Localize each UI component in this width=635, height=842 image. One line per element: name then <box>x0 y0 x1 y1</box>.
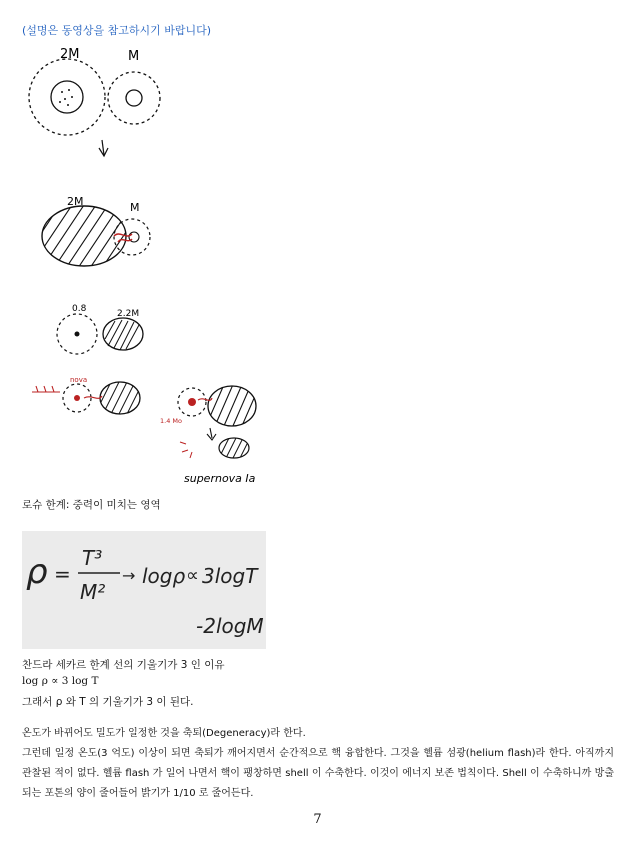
page-number: 7 <box>313 812 322 827</box>
star-m-top <box>126 90 142 106</box>
eq-prop: ∝ <box>186 565 199 586</box>
star-2m-top <box>51 81 83 113</box>
log-relation-line: log ρ ∝ 3 log T <box>22 675 99 687</box>
white-dwarf-14mo-red <box>188 398 196 406</box>
degeneracy-paragraph: 온도가 바뀌어도 밀도가 일정한 것을 축퇴(Degeneracy)라 한다. <box>22 728 306 739</box>
roche-lobe-m-top <box>108 72 160 124</box>
label-m-top: M <box>128 49 140 64</box>
nova-core-red <box>74 395 80 401</box>
label-08: 0.8 <box>72 304 87 314</box>
star-nova-companion <box>100 382 140 414</box>
eq-m2: M² <box>80 580 106 604</box>
whiteboard-equation-photo <box>22 531 266 649</box>
nova-burst-red <box>32 386 60 392</box>
helium-flash-paragraph: 그런데 일정 온도(3 억도) 이상이 되면 축퇴가 깨어지면서 순간적으로 핵 융합한다. 그것을 헬륨 섬광(helium flash)라 한다. 아직까지 관찰된 적이 없다. 헬륨 flash 가 일어 나면서 핵이 팽창하면 shell 이 수축한다. 이것이 에너지 보존 법칙이다. Shell 이 수축하니까 방출되는 포톤의 양이 줄어들어 밝기가 1/10 로 줄어든다. <box>22 748 614 799</box>
hatch-surviving-star <box>218 436 251 460</box>
nova-transfer-red <box>84 396 102 398</box>
eq-log-rho: logρ <box>142 564 186 588</box>
label-14mo: 1.4 Mo <box>160 417 182 425</box>
explosion-lines-red <box>180 442 192 458</box>
eq-rho: ρ <box>26 552 48 592</box>
roche-limit-caption: 로슈 한계: 중력이 미치는 영역 <box>22 499 161 511</box>
binary-star-sketch <box>22 40 282 490</box>
label-supernova: supernova Ia <box>184 472 256 485</box>
arrow-shaft-2 <box>210 428 212 438</box>
video-reference-note: (설명은 동영상을 참고하시기 바랍니다) <box>22 24 212 37</box>
white-dwarf-08 <box>75 332 80 337</box>
eq-t3: T³ <box>82 546 103 570</box>
label-nova: nova <box>70 376 88 384</box>
eq-equals: = <box>54 562 71 586</box>
label-22m: 2.2M <box>117 309 140 319</box>
handwritten-equation <box>22 531 266 649</box>
eq-minus-2logm: -2logM <box>196 614 264 638</box>
label-2m-mid: 2M <box>67 195 84 208</box>
chandrasekhar-line: 찬드라 세카르 한계 선의 기울기가 3 인 이유 <box>22 659 225 671</box>
core-dots-top <box>59 89 73 106</box>
label-m-mid: M <box>130 201 140 214</box>
eq-3logt: 3logT <box>202 564 258 588</box>
hatch-2m-mid <box>22 190 166 280</box>
slope-conclusion-line: 그래서 ρ 와 T 의 기울기가 3 이 된다. <box>22 696 194 708</box>
star-22m <box>103 318 143 350</box>
hatch-right-companion <box>202 380 271 435</box>
label-2m-top: 2M <box>60 47 80 62</box>
eq-arrow: → <box>122 566 136 585</box>
roche-lobe-2m-top <box>29 59 105 135</box>
